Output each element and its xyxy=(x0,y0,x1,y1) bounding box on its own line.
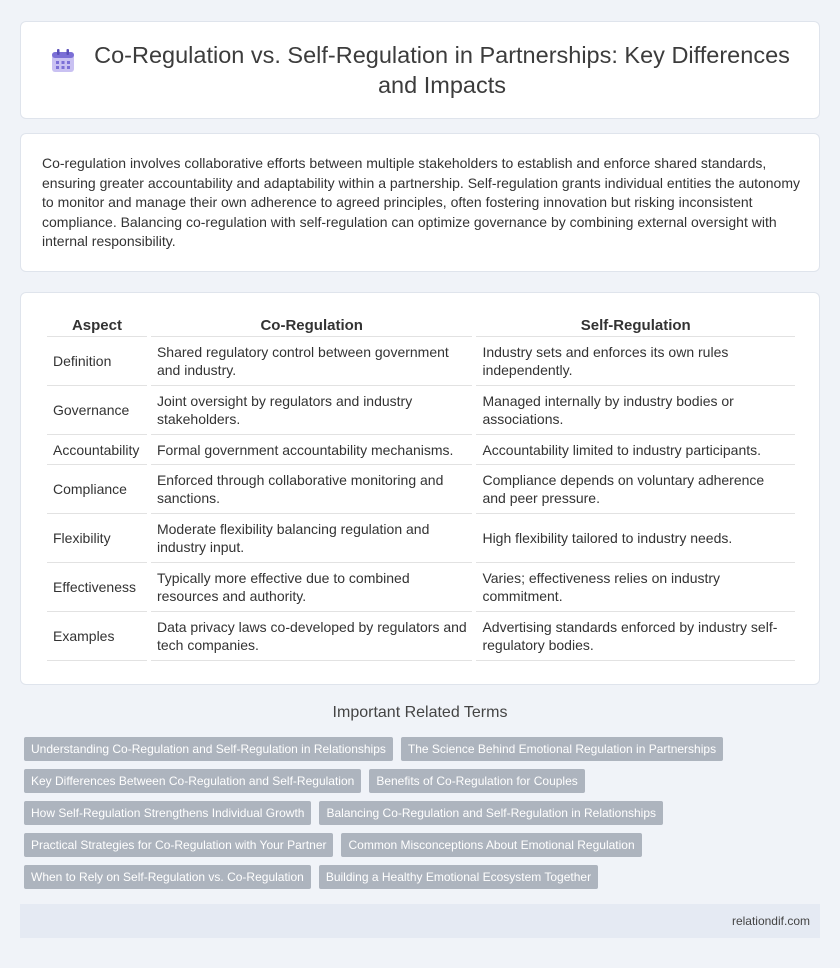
related-term-tag[interactable]: How Self-Regulation Strengthens Individual Growth xyxy=(24,801,311,825)
co-regulation-cell: Data privacy laws co-developed by regulators and tech companies. xyxy=(151,612,472,661)
related-term-tag[interactable]: Building a Healthy Emotional Ecosystem Together xyxy=(319,865,598,889)
co-regulation-cell: Joint oversight by regulators and industry stakeholders. xyxy=(151,386,472,435)
self-regulation-cell: Managed internally by industry bodies or associations. xyxy=(476,386,795,435)
footer-site-link[interactable]: relationdif.com xyxy=(731,914,810,928)
co-regulation-cell: Typically more effective due to combined resources and authority. xyxy=(151,563,472,612)
table-row xyxy=(47,514,795,563)
header-co-regulation: Co-Regulation xyxy=(151,315,472,337)
table-row xyxy=(47,386,795,435)
table-header-row xyxy=(47,315,795,337)
related-term-tag[interactable]: Key Differences Between Co-Regulation and Self-Regulation xyxy=(24,769,361,793)
self-regulation-cell: Industry sets and enforces its own rules independently. xyxy=(476,337,795,386)
co-regulation-cell: Shared regulatory control between government and industry. xyxy=(151,337,472,386)
related-term-tag[interactable]: When to Rely on Self-Regulation vs. Co-Regulation xyxy=(24,865,311,889)
table-row xyxy=(47,612,795,661)
related-term-tag[interactable]: Balancing Co-Regulation and Self-Regulation in Relationships xyxy=(319,801,663,825)
table-row xyxy=(47,337,795,386)
aspect-cell: Governance xyxy=(47,386,147,435)
comparison-table xyxy=(43,315,799,661)
comparison-card xyxy=(20,292,820,685)
related-term-tag[interactable]: Practical Strategies for Co-Regulation with Your Partner xyxy=(24,833,333,857)
table-row xyxy=(47,465,795,514)
self-regulation-cell: Accountability limited to industry participants. xyxy=(476,435,795,465)
self-regulation-cell: Varies; effectiveness relies on industry commitment. xyxy=(476,563,795,612)
calendar-icon xyxy=(48,46,78,76)
self-regulation-cell: Advertising standards enforced by industry self-regulatory bodies. xyxy=(476,612,795,661)
self-regulation-cell: High flexibility tailored to industry needs. xyxy=(476,514,795,563)
co-regulation-cell: Formal government accountability mechanisms. xyxy=(151,435,472,465)
co-regulation-cell: Enforced through collaborative monitoring and sanctions. xyxy=(151,465,472,514)
related-term-tag[interactable]: The Science Behind Emotional Regulation in Partnerships xyxy=(401,737,723,761)
table-row xyxy=(47,435,795,465)
aspect-cell: Definition xyxy=(47,337,147,386)
aspect-cell: Examples xyxy=(47,612,147,661)
header-aspect: Aspect xyxy=(47,315,147,337)
self-regulation-cell: Compliance depends on voluntary adherence and peer pressure. xyxy=(476,465,795,514)
header-self-regulation: Self-Regulation xyxy=(476,315,795,337)
footer xyxy=(20,904,820,938)
aspect-cell: Accountability xyxy=(47,435,147,465)
intro-card xyxy=(20,133,820,272)
aspect-cell: Compliance xyxy=(47,465,147,514)
aspect-cell: Effectiveness xyxy=(47,563,147,612)
related-term-tag[interactable]: Common Misconceptions About Emotional Regulation xyxy=(341,833,641,857)
related-term-tag[interactable]: Benefits of Co-Regulation for Couples xyxy=(369,769,584,793)
co-regulation-cell: Moderate flexibility balancing regulation and industry input. xyxy=(151,514,472,563)
header-card xyxy=(20,21,820,119)
page-title: Co-Regulation vs. Self-Regulation in Partnerships: Key Differences and Impacts xyxy=(94,42,790,98)
related-term-tag[interactable]: Understanding Co-Regulation and Self-Regulation in Relationships xyxy=(24,737,393,761)
table-row xyxy=(47,563,795,612)
intro-paragraph: Co-regulation involves collaborative efforts between multiple stakeholders to establish and enforce shared standards, ensuring greater accountability and adaptability within a partnership. Self-regulation grants individual entities the autonomy to monitor and manage their own adherence to agreed principles, often fostering innovation but risking inconsistent compliance. Balancing co-regulation with self-regulation can optimize governance by combining external oversight with internal responsibility. xyxy=(42,155,801,249)
aspect-cell: Flexibility xyxy=(47,514,147,563)
related-terms-title: Important Related Terms xyxy=(332,704,508,721)
related-terms-list xyxy=(24,737,824,897)
